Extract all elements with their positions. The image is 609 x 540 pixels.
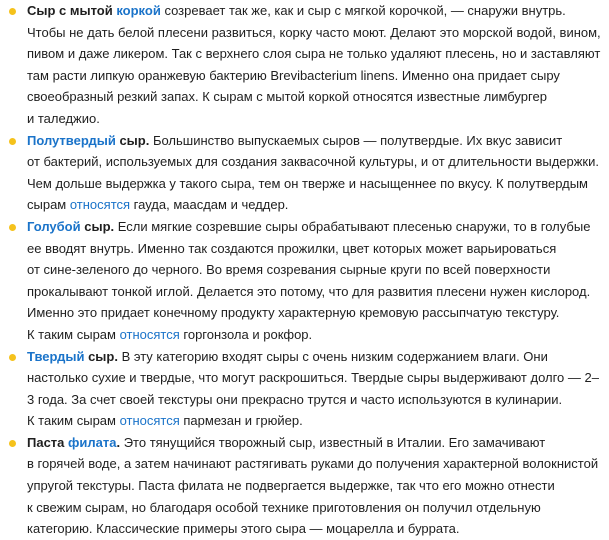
item-text-line: в горячей воде, а затем начинают растягивать руками до получения характерной волокнистой <box>27 456 599 472</box>
item-lead-text: Большинство выпускаемых сыров — полутвердые. Их вкус зависит <box>149 132 563 148</box>
item-text-line: 3 года. За счет своей текстуры они прекрасно трутся и часто используются в кулинарии. <box>27 391 563 407</box>
item-last-line <box>27 410 609 432</box>
term-suffix: . <box>116 434 121 450</box>
list-item <box>0 0 609 130</box>
term-suffix: сыр. <box>115 132 150 148</box>
item-text-line: и таледжио. <box>27 110 100 126</box>
item-lead-text: Это тянущийся творожный сыр, известный в Италии. Его замачивают <box>120 434 546 450</box>
item-last-line <box>27 324 609 346</box>
line-text: К таким сырам <box>27 413 120 429</box>
item-first-line <box>27 216 609 238</box>
term-link[interactable]: коркой <box>116 3 161 18</box>
line-text: К таким сырам <box>27 326 120 342</box>
item-text-line: там расти липкую оранжевую бактерию Brevibacterium linens. Именно она придает сыру <box>27 67 560 83</box>
item-term <box>27 435 120 450</box>
list-item <box>0 130 609 216</box>
item-term <box>27 219 114 234</box>
list-item <box>0 216 609 346</box>
item-text-line: Чем дольше выдержка у такого сыра, тем он тверже и насыщеннее по вкусу. К полутвердым <box>27 175 588 191</box>
item-text-line: своеобразный резкий запах. К сырам с мытой коркой относятся известные лимбургер <box>27 89 547 105</box>
term-link[interactable]: филата <box>68 434 117 450</box>
item-text-line: Именно это придает конечному продукту характерную кремовую рассыпчатую текстуру. <box>27 305 560 321</box>
bullet-icon <box>9 224 16 231</box>
term-link[interactable]: Полутвердый <box>27 132 116 148</box>
item-text-line: от бактерий, используемых для создания заквасочной культуры, и от длительности выдержки. <box>27 154 599 170</box>
list-item <box>0 432 609 540</box>
term-suffix: сыр. <box>84 348 118 364</box>
line-text: пармезан и грюйер. <box>179 413 303 429</box>
item-term <box>27 133 149 148</box>
item-text-line: к свежим сырам, но благодаря особой технике приготовления он получил отдельную <box>27 499 541 515</box>
term-link[interactable]: Твердый <box>27 348 85 364</box>
item-text-line: ее вводят внутрь. Именно так создаются прожилки, цвет которых может варьироваться <box>27 240 557 256</box>
item-text-line: от сине-зеленого до черного. Во время созревания сырные круги по всей поверхности <box>27 262 551 278</box>
bullet-icon <box>9 138 16 145</box>
line-text: гауда, маасдам и чеддер. <box>130 197 289 213</box>
line-text: сырам <box>27 197 70 213</box>
item-first-line <box>27 0 609 22</box>
bullet-icon <box>9 440 16 447</box>
item-text-line: настолько сухие и твердые, что могут раскрошиться. Твердые сыры выдерживают долго — 2– <box>27 370 599 386</box>
item-lead-text: Если мягкие созревшие сыры обрабатывают плесенью снаружи, то в голубые <box>114 218 591 234</box>
item-term <box>27 349 118 364</box>
item-first-line <box>27 130 609 152</box>
item-text-line: Чтобы не дать белой плесени развиться, корку часто моют. Делают это морской водой, вином, <box>27 24 601 40</box>
inline-link[interactable]: относятся <box>69 197 131 213</box>
term-text: Сыр с мытой <box>27 3 117 18</box>
item-lead-text: В эту категорию входят сыры с очень низким содержанием влаги. Они <box>117 348 548 364</box>
item-text-line: пивом и даже ликером. Так с верхнего слоя сыра не только удаляют плесень, но и заставляют <box>27 46 601 62</box>
item-first-line <box>27 432 609 454</box>
inline-link[interactable]: относятся <box>119 413 180 429</box>
inline-link[interactable]: относятся <box>119 326 180 342</box>
list-item <box>0 346 609 432</box>
item-last-line <box>27 194 609 216</box>
item-text-line: категорию. Классические примеры этого сыра — моцарелла и буррата. <box>27 521 460 537</box>
term-suffix: сыр. <box>80 218 115 234</box>
term-text: Паста <box>27 434 69 450</box>
item-first-line <box>27 346 609 368</box>
line-text: горгонзола и рокфор. <box>179 326 313 342</box>
bullet-icon <box>9 8 16 15</box>
bullet-icon <box>9 354 16 361</box>
item-text-line: упругой текстуры. Паста филата не подвергается выдержке, так что его можно отнести <box>27 478 555 494</box>
item-text-line: прокалывают тонкой иглой. Делается это потому, что для развития плесени нужен кислород. <box>27 283 591 299</box>
term-link[interactable]: Голубой <box>27 218 81 234</box>
item-term <box>27 3 161 18</box>
item-lead-text: созревает так же, как и сыр с мягкой корочкой, — снаружи внутрь. <box>160 3 566 18</box>
